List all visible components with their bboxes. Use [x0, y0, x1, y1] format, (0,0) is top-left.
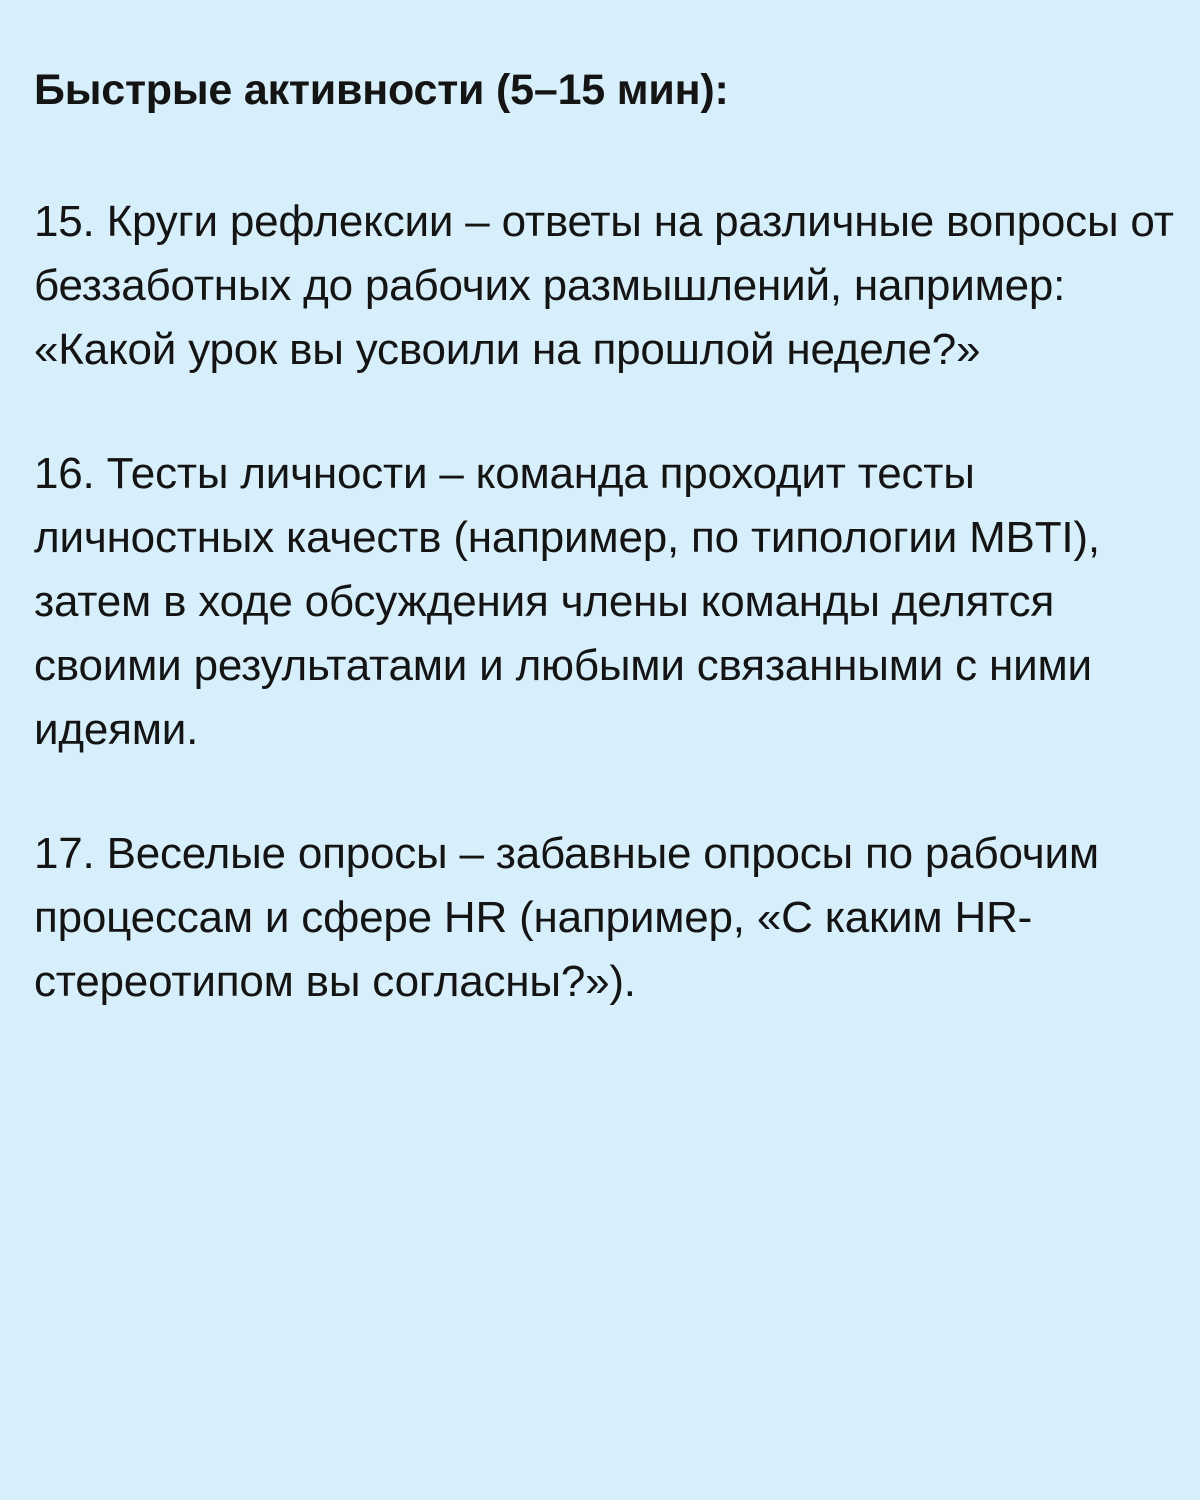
- activity-item-17: 17. Веселые опросы – забавные опросы по рабочим процессам и сфере HR (например, «С каким HR-стереотипом вы согласны?»).: [34, 829, 1099, 1006]
- slide-content: [34, 58, 1174, 1014]
- slide-heading: Быстрые активности (5–15 мин):: [34, 66, 729, 114]
- activity-item-15: 15. Круги рефлексии – ответы на различные вопросы от беззаботных до рабочих размышлений, например: «Какой урок вы усвоили на прошлой неделе?»: [34, 197, 1174, 374]
- activity-item-16: 16. Тесты личности – команда проходит тесты личностных качеств (например, по типологии MBTI), затем в ходе обсуждения члены команды делятся своими результатами и любыми связанными с ними идеями.: [34, 449, 1100, 754]
